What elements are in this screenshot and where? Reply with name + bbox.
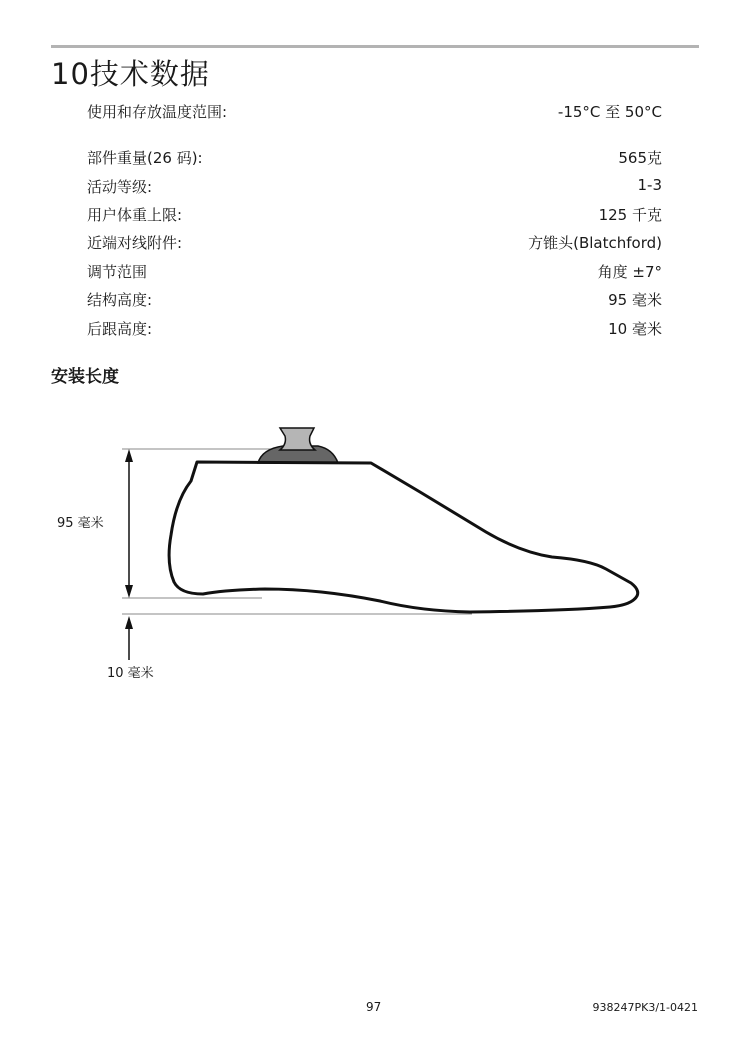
page-number: 97 <box>366 1000 382 1014</box>
top-rule <box>51 45 699 48</box>
spec-value: -15°C 至 50°C <box>557 103 662 121</box>
heel-height-label: 10 毫米 <box>107 666 154 681</box>
spec-label: 后跟高度: <box>87 320 153 338</box>
install-length-heading: 安装长度 <box>51 367 119 387</box>
spec-row-weight-limit <box>87 204 662 230</box>
spec-row-proximal-attachment <box>87 232 662 258</box>
spec-label: 用户体重上限: <box>87 206 183 224</box>
spec-row-build-height <box>87 289 662 315</box>
build-height-label: 95 毫米 <box>57 516 104 531</box>
spec-row-heel-height <box>87 318 662 344</box>
spec-value: 10 毫米 <box>608 320 662 338</box>
pyramid-connector-icon <box>280 428 315 450</box>
spec-row-activity-level <box>87 176 662 202</box>
spec-label: 近端对线附件: <box>87 234 183 252</box>
document-code: 938247PK3/1-0421 <box>592 1001 698 1014</box>
section-title: 10技术数据 <box>51 57 210 91</box>
spec-label: 结构高度: <box>87 291 153 309</box>
spec-row-adjustment-range <box>87 261 662 287</box>
spec-value: 角度 ±7° <box>597 263 662 281</box>
spec-value: 1-3 <box>637 176 662 194</box>
spec-value: 95 毫米 <box>608 291 662 309</box>
arrow-up-icon <box>125 616 133 629</box>
spec-value: 方锥头(Blatchford) <box>528 234 662 252</box>
arrow-up-icon <box>125 449 133 462</box>
foot-dimension-diagram <box>40 410 660 700</box>
spec-row-weight <box>87 147 662 173</box>
spec-value: 565克 <box>618 149 662 167</box>
spec-label: 使用和存放温度范围: <box>87 103 228 121</box>
spec-row-temperature <box>87 101 662 127</box>
spec-value: 125 千克 <box>598 206 662 224</box>
spec-label: 调节范围 <box>87 263 148 281</box>
spec-label: 活动等级: <box>87 178 153 196</box>
arrow-down-icon <box>125 585 133 598</box>
spec-label: 部件重量(26 码): <box>87 149 203 167</box>
foot-outline <box>169 462 638 612</box>
